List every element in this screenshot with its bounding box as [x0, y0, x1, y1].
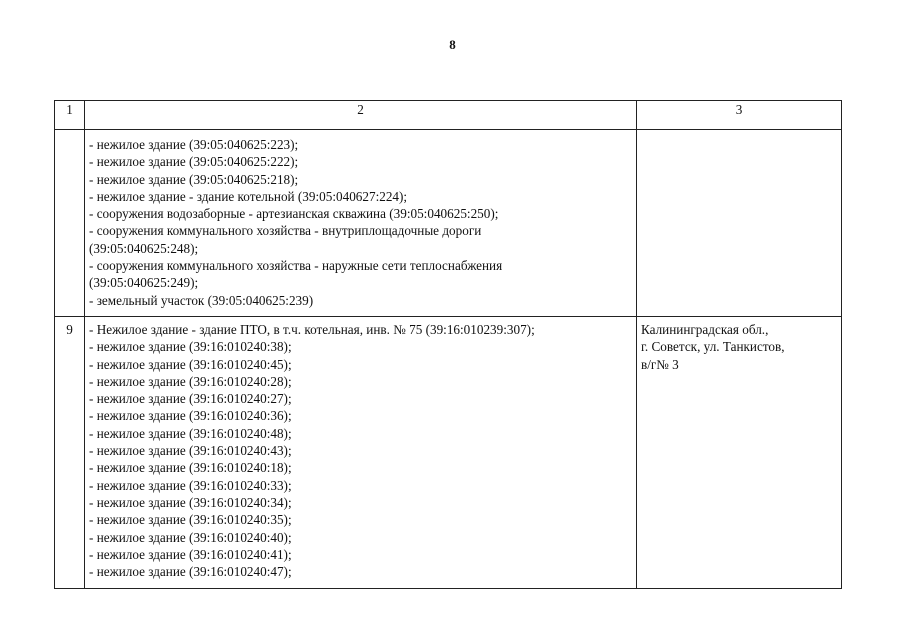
property-item: - нежилое здание (39:16:010240:45); [89, 356, 292, 372]
property-item: - нежилое здание (39:16:010240:34); [89, 494, 292, 510]
address-cell [637, 130, 842, 317]
property-item: - нежилое здание (39:16:010240:40); [89, 529, 292, 545]
property-item: (39:05:040625:249); [89, 275, 199, 291]
table-row [55, 317, 842, 589]
property-item: - нежилое здание (39:16:010240:48); [89, 425, 292, 441]
table-header-row [55, 101, 842, 130]
property-item: - нежилое здание (39:16:010240:27); [89, 391, 292, 407]
property-item: - нежилое здание (39:05:040625:223); [89, 137, 299, 152]
property-item: - сооружения коммунального хозяйства - внутриплощадочные дороги [89, 223, 482, 239]
property-item: - нежилое здание (39:16:010240:38); [89, 339, 292, 355]
property-item: - нежилое здание (39:16:010240:33); [89, 477, 292, 493]
row-number: 9 [55, 317, 85, 589]
property-list [85, 317, 637, 589]
property-item: - нежилое здание (39:16:010240:28); [89, 373, 292, 389]
address-line: Калининградская обл., [641, 322, 769, 337]
property-table [54, 100, 842, 589]
property-item: - нежилое здание (39:05:040625:218); [89, 171, 299, 187]
row-number [55, 130, 85, 317]
property-item: - нежилое здание (39:16:010240:36); [89, 408, 292, 424]
property-item: - Нежилое здание - здание ПТО, в т.ч. котельная, инв. № 75 (39:16:010239:307); [89, 322, 535, 337]
property-item: - нежилое здание (39:16:010240:43); [89, 443, 292, 459]
property-item: (39:05:040625:248); [89, 240, 199, 256]
property-item: - нежилое здание (39:16:010240:35); [89, 512, 292, 528]
column-header-3: 3 [637, 101, 842, 130]
property-item: - нежилое здание (39:05:040625:222); [89, 154, 299, 170]
property-item: - нежилое здание (39:16:010240:41); [89, 546, 292, 562]
table-row [55, 130, 842, 317]
column-header-2: 2 [85, 101, 637, 130]
property-item: - сооружения водозаборные - артезианская скважина (39:05:040625:250); [89, 206, 499, 222]
column-header-1: 1 [55, 101, 85, 130]
address-line: в/г№ 3 [641, 356, 679, 372]
property-item: - сооружения коммунального хозяйства - наружные сети теплоснабжения [89, 258, 503, 274]
property-item: - земельный участок (39:05:040625:239) [89, 292, 314, 308]
property-list [85, 130, 637, 317]
property-item: - нежилое здание (39:16:010240:47); [89, 564, 292, 580]
page-number: 8 [449, 37, 456, 52]
address-cell [637, 317, 842, 589]
property-item: - нежилое здание - здание котельной (39:05:040627:224); [89, 188, 408, 204]
address-line: г. Советск, ул. Танкистов, [641, 339, 785, 355]
property-item: - нежилое здание (39:16:010240:18); [89, 460, 292, 476]
